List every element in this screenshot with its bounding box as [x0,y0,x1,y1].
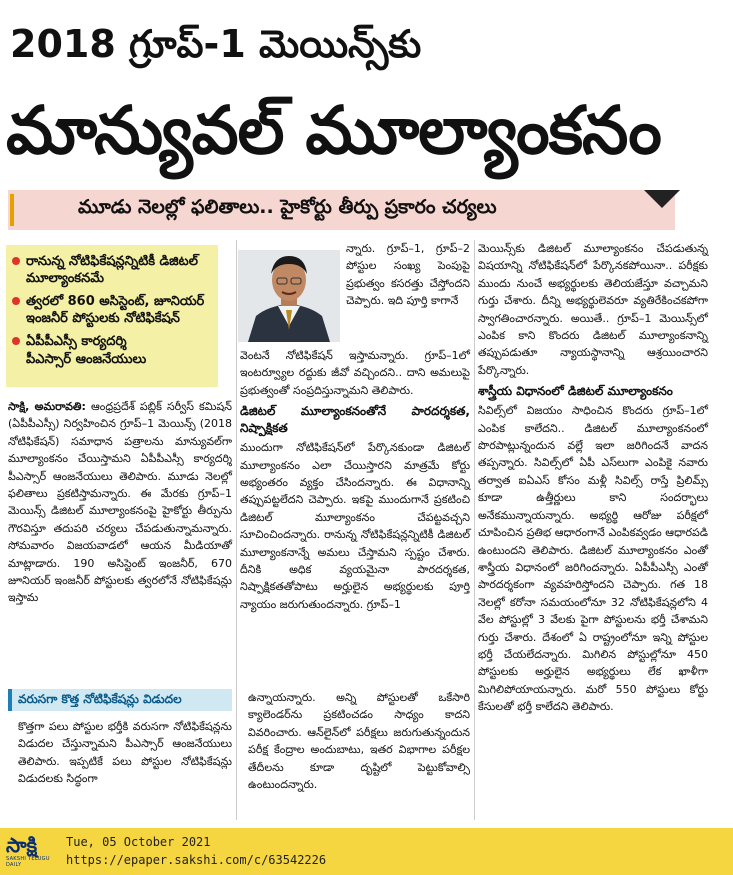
dateline: సాక్షి, అమరావతి: [8,400,86,413]
subheadline: మూడు నెలల్లో ఫలితాలు.. హైకోర్టు తీర్పు ప్రకారం చర్యలు [78,196,497,218]
article-text: వెంటనే నోటిఫికేషన్ ఇస్తామన్నారు. గ్రూప్–1లో ఇంటర్వ్యూల రద్దుకు జీవో వచ్చిందని.. దాని అమలుపై ప్రభుత్వంతో సంప్రదిస్తున్నామని తెలిపారు. [240,349,470,397]
box-body [18,718,232,788]
bullet-icon [12,297,20,305]
highlight-item [10,333,212,350]
subheadline-accent-bar [10,194,14,226]
box-heading-accent [8,689,12,711]
article-column-2-bottom [248,689,470,793]
article-text: ఉన్నాయన్నారు. అన్ని పోస్టులతో ఒకేసారి క్యాలెండర్‌ను ప్రకటించడం సాధ్యం కాదని వివరించారు. ఆన్‌లైన్‌లో పరీక్షలు జరుగుతున్నందున పరీక్ష కేంద్రాల అందుబాటు, ఇతర విభాగాల పరీక్షల తేదీలను కూడా దృష్టిలో పెట్టుకోవాల్సి ఉంటుందన్నారు. [248,691,470,792]
box-heading [8,689,232,711]
article-paragraph [8,398,232,607]
headline-line-1: 2018 గ్రూప్-1 మెయిన్స్‌కు [10,22,422,66]
column-divider [236,240,237,820]
article-column-2-top [346,240,470,310]
edition-date: Tue, 05 October 2021 [66,835,211,849]
portrait-illustration [238,250,340,342]
bullet-icon [12,257,20,265]
article-text: ఆంధ్రప్రదేశ్ పబ్లిక్ సర్వీస్ కమిషన్ (ఏపీపీఎస్సీ) నిర్వహించిన గ్రూప్–1 మెయిన్స్ (2018 నోటిఫికేషన్) సమాధాన పత్రాలను మాన్యువల్‌గా మూల్యాంకనం చేయిస్తామని ఏపీపీఎస్సీ కార్యదర్శి పీఎస్సార్ ఆంజనేయులు తెలిపారు. మూడు నెలల్లో ఫలితాలు ప్రకటిస్తామన్నారు. ఈ మేరకు గ్రూప్–1 మెయిన్స్ డిజిటల్ మూల్యాంకనంపై హైకోర్టు తీర్పును గౌరవిస్తూ తదుపరి చర్యలు చేపడుతున్నామన్నారు. సోమవారం విజయవాడలో ఆయన మీడియాతో మాట్లాడారు. 190 అసిస్టెంట్ ఇంజనీర్, 670 జూనియర్ ఇంజనీర్ పోస్టులకు త్వరలోనే నోటిఫికేషన్లు ఇస్తామ [8,400,232,605]
article-text: మెయిన్స్‌కు డిజిటల్ మూల్యాంకనం చేపడుతున్న విషయాన్ని నోటిఫికేషన్‌లో పేర్కొనకపోయినా.. పరీక్షకు ముందు నుంచే అభ్యర్థులకు తెలియజేస్తూ వచ్చామని గుర్తు చేశారు. దీన్ని అభ్యర్థులెవరూ వ్యతిరేకించకపోగా స్వాగతించారన్నారు. అయితే.. గ్రూప్–1 మెయిన్స్‌లో ఎంపిక కాని కొందరు డిజిటల్ మూల్యాంకనాన్ని తప్పుపడుతూ న్యాయస్థానాన్ని ఆశ్రయించారని పేర్కొన్నారు. [478,242,708,377]
headline-line-2: మాన్యువల్ మూల్యాంకనం [6,92,661,169]
logo-tagline: SAKSHI TELUGU DAILY [6,856,50,868]
column-divider [474,240,475,820]
bullet-icon [12,337,20,345]
box-text: కొత్తగా పలు పోస్టుల భర్తీకి వరుసగా నోటిఫికేషన్లను విడుదల చేస్తున్నామని పీఎస్సార్ ఆంజనేయులు తెలిపారు. ఇప్పటికే పలు పోస్టుల నోటిఫికేషన్లు విడుదలకు సిద్ధంగా [18,720,232,786]
highlight-text: త్వరలో 860 అసిస్టెంట్, జూనియర్ ఇంజనీర్ పోస్టులకు నోటిఫికేషన్ [26,294,205,326]
article-text: సివిల్స్‌లో విజయం సాధించిన కొందరు గ్రూప్–1లో ఎంపిక కాలేదని.. డిజిటల్ మూల్యాంకనంలో పొరపాట్లున్నందున వల్లే ఇలా జరిగిందనే వాదన తప్పన్నారు. సివిల్స్‌లో ఏపీ ఎస్‌లుగా ఎంపికై నవారు తర్వాత ఐఏఎస్ కోసం మళ్లీ సివిల్స్ రాస్తే ప్రిలిమ్స్ కూడా ఉత్తీర్ణులు కాని సందర్భాలు అనేకమున్నాయన్నారు. అభ్యర్థి ఆరోజు పరీక్షలో చూపించిన ప్రతిభ ఆధారంగానే ఎంపికవ్వడం ఆధారపడి ఉంటుందని తెలిపారు. డిజిటల్ మూల్యాంకనం ఎంతో శాస్త్రీయ విధానంలో జరిగిందన్నారు. ఏపీపీఎస్సీ ఎంతో పారదర్శకంగా వ్యవహరిస్తోందని చెప్పారు. గత 18 నెలల్లో కరోనా సమయంలోనూ 32 నోటిఫికేషన్లలోని 4 వేల పోస్టుల్లో 3 వేలకు పైగా పోస్టులను భర్తీ చేశామని గుర్తు చేశారు. దేశంలో ఏ రాష్ట్రంలోనూ ఇన్ని పోస్టుల భర్తీ చేయలేదన్నారు. మిగిలిన పోస్టుల్లోనూ 450 పోస్టులకు అర్హులైన అభ్యర్థులు లేక ఖాళీగా మిగిలిపోయాయన్నారు. మరో 550 పోస్టులు కోర్టు కేసులతో భర్తీ కాలేదని తెలిపారు. [478,404,708,714]
highlights-box [6,245,218,387]
epaper-link[interactable]: https://epaper.sakshi.com/c/63542226 [66,853,327,867]
portrait-photo [238,250,340,342]
logo-wordmark: సాక్షి [6,833,38,857]
article-column-2 [240,347,470,613]
article-text: న్నారు. గ్రూప్–1, గ్రూప్–2 పోస్టుల సంఖ్య పెంపుపై ప్రభుత్వం కసరత్తు చేస్తోందని చెప్పారు. ఇది పూర్తి కాగానే [346,242,470,308]
highlight-item [10,253,212,287]
subheadline-band [8,190,675,230]
article-column-1 [8,398,232,607]
section-subheading: డిజిటల్ మూల్యాంకనంతోనే పారదర్శకత, నిష్పాక్షికత [240,404,470,436]
article-column-3 [478,240,708,716]
highlight-text: ఏపీపీఎస్సీ కార్యదర్శి [26,334,127,349]
highlight-item [10,293,212,327]
sakshi-logo[interactable] [6,834,58,868]
subheadline-corner-triangle [644,190,680,208]
highlight-person-name: పీఎస్సార్ ఆంజనేయులు [26,352,147,367]
highlight-text: రానున్న నోటిఫికేషన్లన్నిటికీ డిజిటల్ మూల్యాంకనమే [26,254,198,286]
box-heading-text: వరుసగా కొత్త నోటిఫికేషన్లు విడుదల [18,692,182,706]
section-subheading: శాస్త్రీయ విధానంలో డిజిటల్ మూల్యాంకనం [478,384,673,399]
article-text: ముందుగా నోటిఫికేషన్‌లో పేర్కొనకుండా డిజిటల్ మూల్యాంకనం ఎలా చేయిస్తారని మాత్రమే కోర్టు అభ్యంతరం వ్యక్తం చేసిందన్నారు. ఈ విధానాన్ని తప్పుపట్టలేదని చెప్పారు. ఇకపై ముందుగానే ప్రకటించి డిజిటల్ మూల్యాంకనం చేపట్టవచ్చని సూచించిందన్నారు. రానున్న నోటిఫికేషన్లన్నిటికీ డిజిటల్ మూల్యాంకనాన్నే అమలు చేస్తామని స్పష్టం చేశారు. దీనికి అధిక వ్యయమైనా పారదర్శకత, నిష్పాక్షికతతోపాటు అర్హులైన అభ్యర్థులకు పూర్తి న్యాయం జరుగుతుందన్నారు. గ్రూప్–1 [240,441,470,611]
